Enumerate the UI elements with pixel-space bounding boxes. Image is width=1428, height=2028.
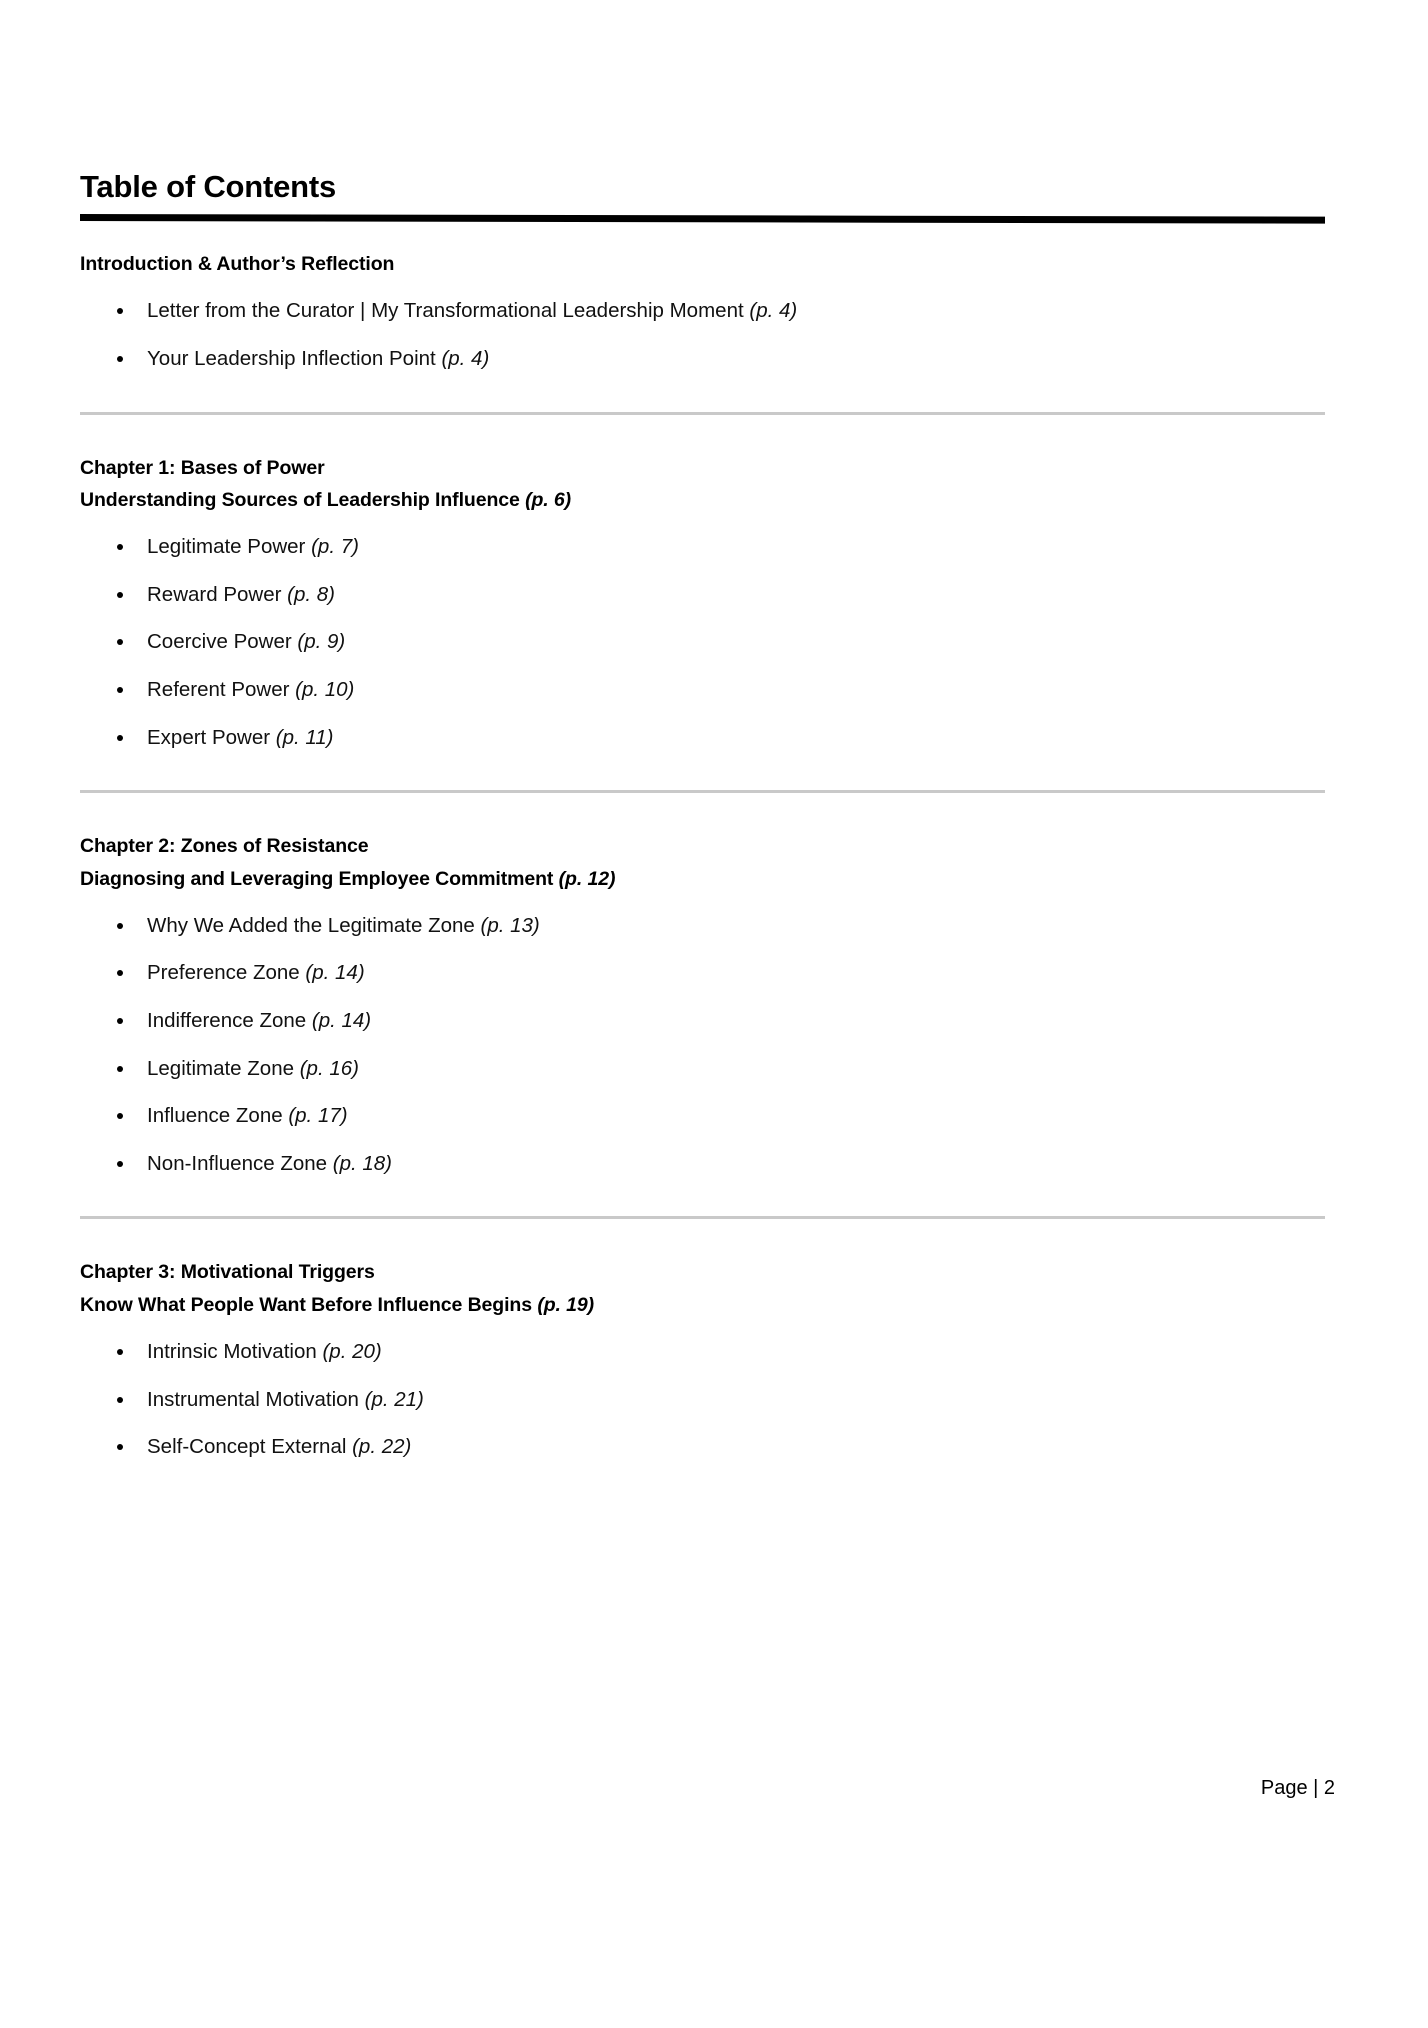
section-divider bbox=[80, 790, 1325, 793]
bullet-icon bbox=[117, 687, 123, 693]
toc-entry-page-ref: (p. 16) bbox=[299, 1056, 359, 1080]
toc-entry-label: Self-Concept External bbox=[147, 1435, 347, 1459]
bullet-icon bbox=[117, 639, 123, 645]
toc-entry-page-ref: (p. 14) bbox=[305, 961, 365, 985]
toc-entry-page-ref: (p. 21) bbox=[364, 1387, 424, 1411]
bullet-icon bbox=[117, 735, 123, 741]
bullet-icon bbox=[117, 356, 123, 362]
toc-entry-label: Letter from the Curator | My Transformational Leadership Moment bbox=[147, 299, 744, 323]
toc-entry[interactable] bbox=[80, 1057, 1348, 1082]
toc-entry-label: Reward Power bbox=[147, 582, 282, 606]
toc-entry-list bbox=[80, 1340, 1348, 1460]
toc-entry[interactable] bbox=[80, 347, 1348, 372]
toc-entry-label: Legitimate Zone bbox=[147, 1056, 295, 1080]
toc-section bbox=[80, 1259, 1348, 1459]
section-subheading bbox=[80, 866, 1348, 892]
toc-entry-label: Intrinsic Motivation bbox=[147, 1340, 317, 1363]
bullet-icon bbox=[117, 1444, 123, 1450]
toc-entry-page-ref: (p. 10) bbox=[295, 678, 355, 701]
toc-entry-label: Coercive Power bbox=[147, 630, 292, 654]
toc-entry-label: Non-Influence Zone bbox=[147, 1151, 328, 1175]
toc-entry-label: Indifference Zone bbox=[147, 1009, 307, 1032]
toc-content bbox=[80, 170, 1348, 1460]
bullet-icon bbox=[117, 1161, 123, 1167]
bullet-icon bbox=[117, 970, 123, 976]
section-divider bbox=[80, 1216, 1325, 1219]
section-heading: Chapter 3: Motivational Triggers bbox=[80, 1261, 375, 1284]
toc-entry-page-ref: (p. 20) bbox=[322, 1340, 382, 1363]
section-divider bbox=[80, 412, 1325, 415]
toc-entry-label: Legitimate Power bbox=[147, 535, 306, 559]
toc-entry-label: Why We Added the Legitimate Zone bbox=[147, 913, 475, 937]
section-subheading-label: Diagnosing and Leveraging Employee Commitment bbox=[80, 867, 554, 890]
section-heading: Chapter 1: Bases of Power bbox=[80, 456, 325, 479]
toc-entry[interactable] bbox=[80, 1009, 1348, 1034]
page-title: Table of Contents bbox=[80, 169, 337, 204]
toc-entry-page-ref: (p. 4) bbox=[749, 299, 798, 323]
toc-entry-page-ref: (p. 22) bbox=[352, 1435, 412, 1459]
toc-entry-label: Expert Power bbox=[147, 725, 271, 749]
toc-entry-page-ref: (p. 18) bbox=[332, 1151, 393, 1175]
toc-entry-label: Instrumental Motivation bbox=[147, 1387, 359, 1411]
section-subheading-page-ref: (p. 12) bbox=[558, 867, 616, 890]
bullet-icon bbox=[117, 1349, 123, 1355]
section-subheading-label: Understanding Sources of Leadership Influence bbox=[80, 488, 520, 511]
toc-entry-page-ref: (p. 7) bbox=[311, 535, 359, 559]
toc-entry-page-ref: (p. 13) bbox=[480, 913, 540, 937]
toc-entry-list bbox=[80, 299, 1348, 371]
bullet-icon bbox=[117, 592, 123, 598]
toc-entry-list bbox=[80, 914, 1348, 1177]
bullet-icon bbox=[117, 308, 123, 314]
section-heading: Chapter 2: Zones of Resistance bbox=[80, 835, 369, 858]
toc-entry-label: Your Leadership Inflection Point bbox=[147, 347, 436, 370]
section-subheading-page-ref: (p. 19) bbox=[537, 1293, 595, 1316]
bullet-icon bbox=[117, 544, 123, 550]
toc-entry-page-ref: (p. 17) bbox=[288, 1104, 348, 1128]
toc-entry-page-ref: (p. 14) bbox=[311, 1009, 372, 1032]
toc-entry[interactable] bbox=[80, 678, 1348, 703]
toc-entry-list bbox=[80, 535, 1348, 750]
toc-entry[interactable] bbox=[80, 1340, 1348, 1365]
toc-entry-page-ref: (p. 11) bbox=[275, 725, 334, 749]
toc-section bbox=[80, 455, 1348, 751]
bullet-icon bbox=[117, 923, 123, 929]
toc-entry[interactable] bbox=[80, 535, 1348, 560]
bullet-icon bbox=[117, 1397, 123, 1403]
section-heading: Introduction & Author’s Reflection bbox=[80, 253, 395, 276]
section-subheading-label: Know What People Want Before Influence Begins bbox=[80, 1293, 532, 1316]
page-footer: Page | 2 bbox=[1260, 1777, 1335, 1799]
toc-entry[interactable] bbox=[80, 1435, 1348, 1460]
toc-entry[interactable] bbox=[80, 1388, 1348, 1413]
section-subheading bbox=[80, 1292, 1348, 1318]
toc-entry[interactable] bbox=[80, 1152, 1348, 1177]
section-subheading bbox=[80, 487, 1348, 513]
bullet-icon bbox=[117, 1066, 123, 1072]
toc-entry[interactable] bbox=[80, 961, 1348, 986]
section-subheading-page-ref: (p. 6) bbox=[525, 488, 572, 511]
toc-entry[interactable] bbox=[80, 914, 1348, 939]
toc-entry-page-ref: (p. 8) bbox=[287, 582, 336, 606]
toc-section bbox=[80, 833, 1348, 1176]
toc-sections bbox=[80, 251, 1348, 1460]
toc-entry[interactable] bbox=[80, 583, 1348, 608]
toc-entry-page-ref: (p. 4) bbox=[441, 347, 490, 370]
bullet-icon bbox=[117, 1018, 123, 1024]
title-underline-rule bbox=[80, 214, 1325, 224]
toc-entry-label: Referent Power bbox=[147, 678, 290, 701]
toc-entry-label: Influence Zone bbox=[147, 1104, 283, 1128]
toc-entry[interactable] bbox=[80, 726, 1348, 751]
toc-entry[interactable] bbox=[80, 1104, 1348, 1129]
toc-section bbox=[80, 251, 1348, 372]
toc-entry[interactable] bbox=[80, 630, 1348, 655]
bullet-icon bbox=[117, 1113, 123, 1119]
toc-entry[interactable] bbox=[80, 299, 1348, 324]
toc-entry-page-ref: (p. 9) bbox=[297, 630, 346, 654]
toc-entry-label: Preference Zone bbox=[147, 961, 300, 985]
